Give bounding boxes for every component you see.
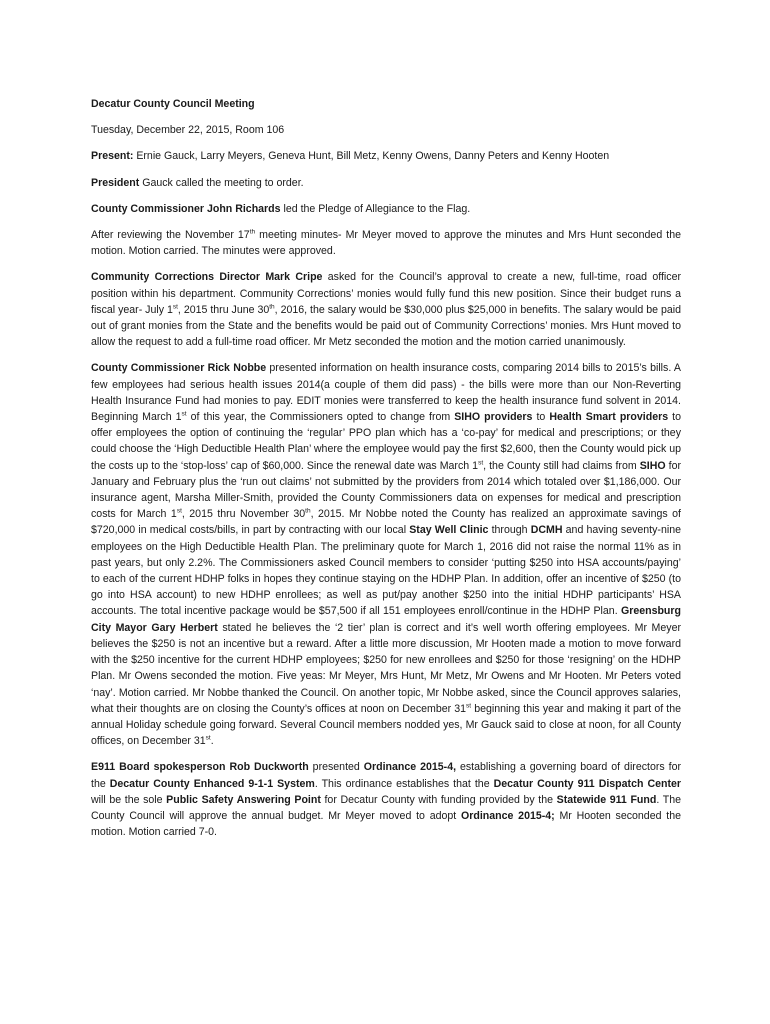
director-cripe-label: Community Corrections Director Mark Cripe xyxy=(91,271,323,284)
commissioner-richards-label: County Commissioner John Richards xyxy=(91,202,281,215)
spokesperson-duckworth-label: E911 Board spokesperson Rob Duckworth xyxy=(91,761,309,774)
present-names: Ernie Gauck, Larry Meyers, Geneva Hunt, Bill Metz, Kenny Owens, Danny Peters and Kenny Hooten xyxy=(133,150,610,163)
document-page xyxy=(91,96,681,850)
present-paragraph xyxy=(91,148,681,164)
president-label: President xyxy=(91,176,140,189)
present-label: Present: xyxy=(91,150,134,163)
call-to-order-paragraph: President Gauck called the meeting to order. xyxy=(91,176,304,189)
community-corrections-paragraph: Community Corrections Director Mark Cripe asked for the Council’s approval to create a new, full-time, road officer position within his department. Community Corrections’ monies would fully fund this new position. Since their budget runs a fiscal year- July 1st, 2015 thru June 30th, 2016, the salary would be $30,000 plus $25,000 in benefits. The salary would be paid out of grant monies from the State and the benefits would be paid out of Community Corrections’ monies. Mrs Hunt moved to allow the request to add a full-time road officer. Mr Metz seconded the motion and the motion carried unanimously. xyxy=(91,271,681,349)
e911-paragraph: E911 Board spokesperson Rob Duckworth presented Ordinance 2015-4, establishing a governing board of directors for the Decatur County Enhanced 9-1-1 System. This ordinance establishes that the Decatur County 911 Dispatch Center will be the sole Public Safety Answering Point for Decatur County with funding provided by the Statewide 911 Fund. The County Council will approve the annual budget. Mr Meyer moved to adopt Ordinance 2015-4; Mr Hooten seconded the motion. Motion carried 7-0. xyxy=(91,761,682,839)
pledge-paragraph: County Commissioner John Richards led the Pledge of Allegiance to the Flag. xyxy=(91,202,471,215)
meeting-date-line: Tuesday, December 22, 2015, Room 106 xyxy=(91,124,285,137)
commissioner-nobbe-label: County Commissioner Rick Nobbe xyxy=(91,362,267,375)
health-insurance-paragraph: County Commissioner Rick Nobbe presented information on health insurance costs, comparing 2014 bills to 2015’s bills. A few employees had serious health issues 2014(a couple of them did pass) - the bills were more than our Non-Reverting Health Insurance Fund had monies to pay. EDIT monies were transferred to keep the health insurance fund solvent in 2014. Beginning March 1st of this year, the Commissioners opted to change from SIHO providers to Health Smart providers to offer employees the option of continuing the ‘regular’ PPO plan which has a ‘co-pay’ for medical and prescriptions; or they could choose the ‘High Deductible Health Plan’ where the employee would pay the first $2,600, then the County would pick up the costs up to the ‘stop-loss’ cap of $60,000. Since the renewal date was March 1st, the County still had claims from SIHO for January and February plus the ‘run out claims’ not submitted by the providers from 2014 which totaled over $1,186,000. Our insurance agent, Marsha Miller-Smith, provided the County Commissioners data on expenses for medical and prescription costs for March 1st, 2015 thru November 30th, 2015. Mr Nobbe noted the County has realized an approximate savings of $720,000 in medical costs/bills, in part by contracting with our local Stay Well Clinic through DCMH and having seventy-nine employees on the High Deductible Health Plan. The preliminary quote for March 1, 2016 did not raise the normal 11% as in past years, but only 2.2%. The Commissioners asked Council members to consider ‘putting $250 into HSA accounts/paying’ to each of the current HDHP folks in hopes they continue staying on the HDHP Plan. In addition, offer an incentive of $250 (to go into HSA account) to new HDHP enrollees; as well as put/pay another $250 into the initial HDHP participants’ HSA accounts. The total incentive package would be $57,500 if all 151 employees enroll/continue in the HDHP Plan. Greensburg City Mayor Gary Herbert stated he believes the ‘2 tier’ plan is correct and it’s well worth offering employees. Mr Meyer believes the $250 is not an incentive but a reward. After a little more discussion, Mr Hooten made a motion to move forward with the $250 incentive for the current HDHP employees; $250 for new enrollees and $250 for those ‘resigning’ on the HDHP Plan. Mr Owens seconded the motion. Five yeas: Mr Meyer, Mrs Hunt, Mr Metz, Mr Owens and Mr Hooten. Mr Peters voted ‘nay’. Motion carried. Mr Nobbe thanked the Council. On another topic, Mr Nobbe asked, since the Council approves salaries, what their thoughts are on closing the County’s offices at noon on December 31st beginning this year and making it part of the annual Holiday schedule going forward. Several Council members nodded yes, Mr Gauck said to close at noon, for all County offices, on December 31st. xyxy=(91,362,681,748)
document-title: Decatur County Council Meeting xyxy=(91,98,255,110)
minutes-paragraph: After reviewing the November 17th meeting minutes- Mr Meyer moved to approve the minutes and Mrs Hunt seconded the motion. Motion carried. The minutes were approved. xyxy=(91,228,681,258)
